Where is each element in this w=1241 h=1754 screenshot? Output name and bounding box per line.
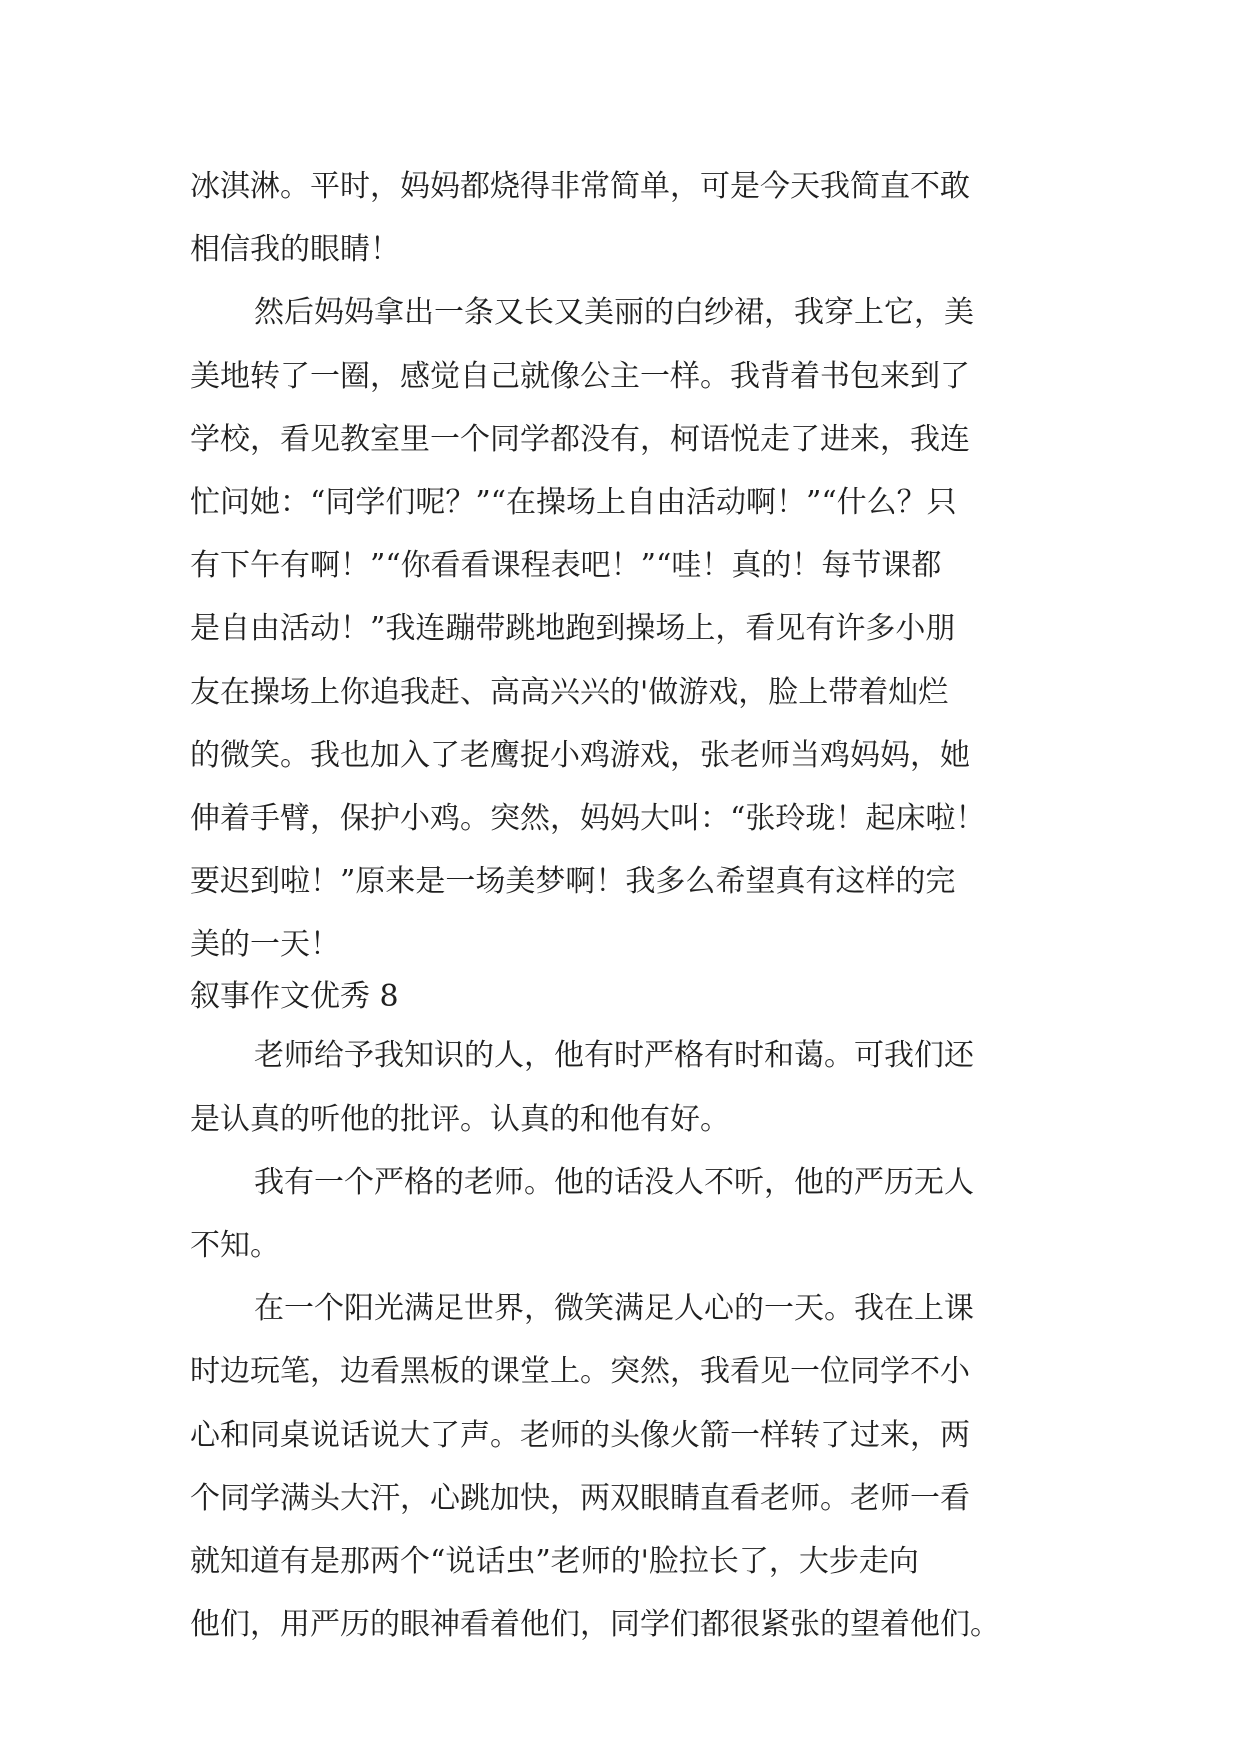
text-line: 时边玩笔，边看黑板的课堂上。突然，我看见一位同学不小 <box>190 1354 970 1390</box>
text-line: 冰淇淋。平时，妈妈都烧得非常简单，可是今天我简直不敢 <box>190 169 970 204</box>
text-line: 个同学满头大汗，心跳加快，两双眼睛直看老师。老师一看 <box>190 1480 970 1516</box>
text-line: 有下午有啊！”“你看看课程表吧！”“哇！真的！每节课都 <box>190 548 942 584</box>
text-line: 然后妈妈拿出一条又长又美丽的白纱裙，我穿上它，美 <box>254 295 974 331</box>
text-line: 要迟到啦！”原来是一场美梦啊！我多么希望真有这样的完 <box>190 864 956 900</box>
text-line: 不知。 <box>190 1228 280 1263</box>
text-line: 他们，用严历的眼神看着他们，同学们都很紧张的望着他们。 <box>190 1607 1000 1643</box>
text-line: 美的一天！ <box>190 927 340 963</box>
text-line: 的微笑。我也加入了老鹰捉小鸡游戏，张老师当鸡妈妈，她 <box>190 737 970 773</box>
section-heading: 叙事作文优秀 8 <box>190 979 399 1015</box>
text-line: 在一个阳光满足世界，微笑满足人心的一天。我在上课 <box>254 1291 974 1327</box>
text-line: 忙问她：“同学们呢？”“在操场上自由活动啊！”“什么？只 <box>190 484 957 520</box>
document-body <box>190 155 1070 1656</box>
text-line: 相信我的眼睛！ <box>190 232 400 268</box>
paragraph-dream <box>190 281 1070 976</box>
text-line: 就知道有是那两个“说话虫”老师的'脸拉长了，大步走向 <box>190 1543 919 1579</box>
paragraph-continuation <box>190 155 1070 281</box>
text-line: 友在操场上你追我赶、高高兴兴的'做游戏，脸上带着灿烂 <box>190 674 949 710</box>
text-line: 老师给予我知识的人，他有时严格有时和蔼。可我们还 <box>254 1038 974 1074</box>
text-line: 伸着手臂，保护小鸡。突然，妈妈大叫：“张玲珑！起床啦！ <box>190 800 986 836</box>
paragraph-classroom <box>190 1277 1070 1656</box>
text-line: 学校，看见教室里一个同学都没有，柯语悦走了进来，我连 <box>190 421 970 457</box>
text-line: 美地转了一圈，感觉自己就像公主一样。我背着书包来到了 <box>190 358 970 394</box>
paragraph-strict-teacher <box>190 1151 1070 1277</box>
text-line: 我有一个严格的老师。他的话没人不听，他的严历无人 <box>254 1164 974 1200</box>
text-line: 是自由活动！”我连蹦带跳地跑到操场上，看见有许多小朋 <box>190 611 956 647</box>
paragraph-intro <box>190 1024 1070 1150</box>
text-line: 心和同桌说话说大了声。老师的头像火箭一样转了过来，两 <box>190 1417 970 1453</box>
text-line: 是认真的听他的批评。认真的和他有好。 <box>190 1101 730 1137</box>
